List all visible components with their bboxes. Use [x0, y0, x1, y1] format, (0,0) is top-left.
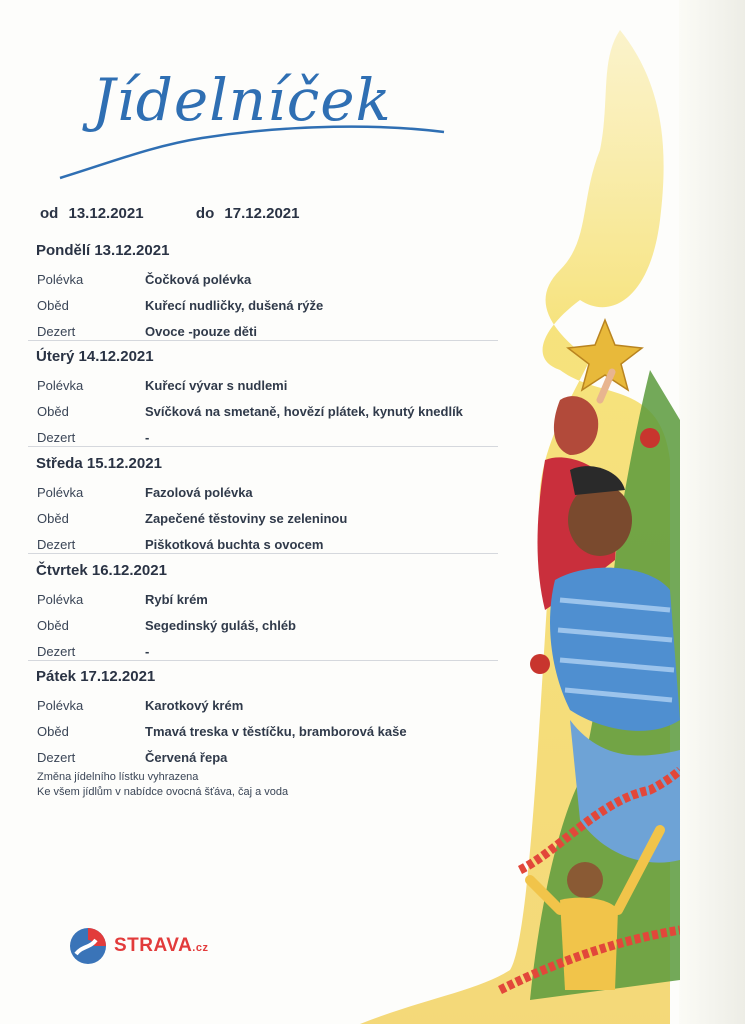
menu-category: Polévka — [37, 484, 84, 500]
menu-category: Oběd — [37, 723, 69, 739]
day-title: Pondělí 13.12.2021 — [36, 242, 170, 259]
date-range — [40, 205, 306, 222]
menu-dish: Rybí krém — [145, 591, 208, 607]
title-block — [52, 50, 472, 190]
menu-category: Dezert — [37, 536, 76, 552]
menu-row — [36, 372, 496, 398]
menu-dish: - — [145, 643, 150, 659]
menu-row — [36, 744, 496, 770]
menu-category: Polévka — [37, 591, 84, 607]
menu-dish: Červená řepa — [145, 749, 228, 765]
menu-row — [36, 586, 496, 612]
day-block-monday — [36, 242, 496, 344]
menu-row — [36, 266, 496, 292]
paper-edge — [679, 0, 745, 1024]
day-title: Čtvrtek 16.12.2021 — [36, 562, 167, 579]
to-date: 17.12.2021 — [224, 205, 300, 222]
menu-row — [36, 479, 496, 505]
day-title: Středa 15.12.2021 — [36, 455, 162, 472]
divider — [28, 660, 498, 661]
menu-category: Dezert — [37, 429, 76, 445]
menu-category: Dezert — [37, 643, 76, 659]
menu-category: Dezert — [37, 749, 76, 765]
menu-category: Polévka — [37, 697, 84, 713]
menu-dish: Tmavá treska v těstíčku, bramborová kaše — [145, 723, 407, 739]
menu-category: Polévka — [37, 271, 84, 287]
note-line: Změna jídelního lístku vyhrazena — [37, 771, 199, 783]
day-title: Úterý 14.12.2021 — [36, 348, 154, 365]
menu-category: Oběd — [37, 297, 69, 313]
to-label: do — [195, 205, 215, 222]
menu-dish: Zapečené těstoviny se zeleninou — [145, 510, 348, 526]
title-swash-icon — [52, 50, 472, 190]
menu-row — [36, 398, 496, 424]
day-block-wednesday — [36, 455, 496, 557]
divider — [28, 446, 498, 447]
note-line: Ke všem jídlům v nabídce ovocná šťáva, čaj a voda — [37, 786, 289, 798]
menu-row — [36, 612, 496, 638]
menu-category: Oběd — [37, 617, 69, 633]
menu-row — [36, 505, 496, 531]
menu-dish: Čočková polévka — [145, 271, 252, 287]
divider — [28, 340, 498, 341]
menu-dish: Segedinský guláš, chléb — [145, 617, 296, 633]
strava-logo — [68, 926, 209, 966]
menu-dish: Svíčková na smetaně, hovězí plátek, kynutý knedlík — [145, 403, 463, 419]
menu-dish: Kuřecí nudličky, dušená rýže — [145, 297, 324, 313]
menu-row — [36, 292, 496, 318]
menu-dish: - — [145, 429, 150, 445]
strava-logo-icon — [68, 926, 108, 966]
menu-row — [36, 718, 496, 744]
divider — [28, 553, 498, 554]
day-block-tuesday — [36, 348, 496, 450]
logo-wordmark: STRAVA.cz — [114, 935, 209, 956]
menu-dish: Ovoce -pouze děti — [145, 323, 257, 339]
menu-dish: Kuřecí vývar s nudlemi — [145, 377, 288, 393]
menu-dish: Fazolová polévka — [145, 484, 253, 500]
footnotes — [37, 770, 288, 800]
menu-category: Dezert — [37, 323, 76, 339]
from-date: 13.12.2021 — [68, 205, 144, 222]
menu-category: Oběd — [37, 510, 69, 526]
from-label: od — [40, 205, 59, 222]
menu-dish: Karotkový krém — [145, 697, 244, 713]
day-block-friday — [36, 668, 496, 770]
menu-row — [36, 692, 496, 718]
menu-category: Oběd — [37, 403, 69, 419]
menu-category: Polévka — [37, 377, 84, 393]
page-title: Jídelníček — [92, 66, 392, 134]
day-title: Pátek 17.12.2021 — [36, 668, 156, 685]
menu-dish: Piškotková buchta s ovocem — [145, 536, 324, 552]
day-block-thursday — [36, 562, 496, 664]
